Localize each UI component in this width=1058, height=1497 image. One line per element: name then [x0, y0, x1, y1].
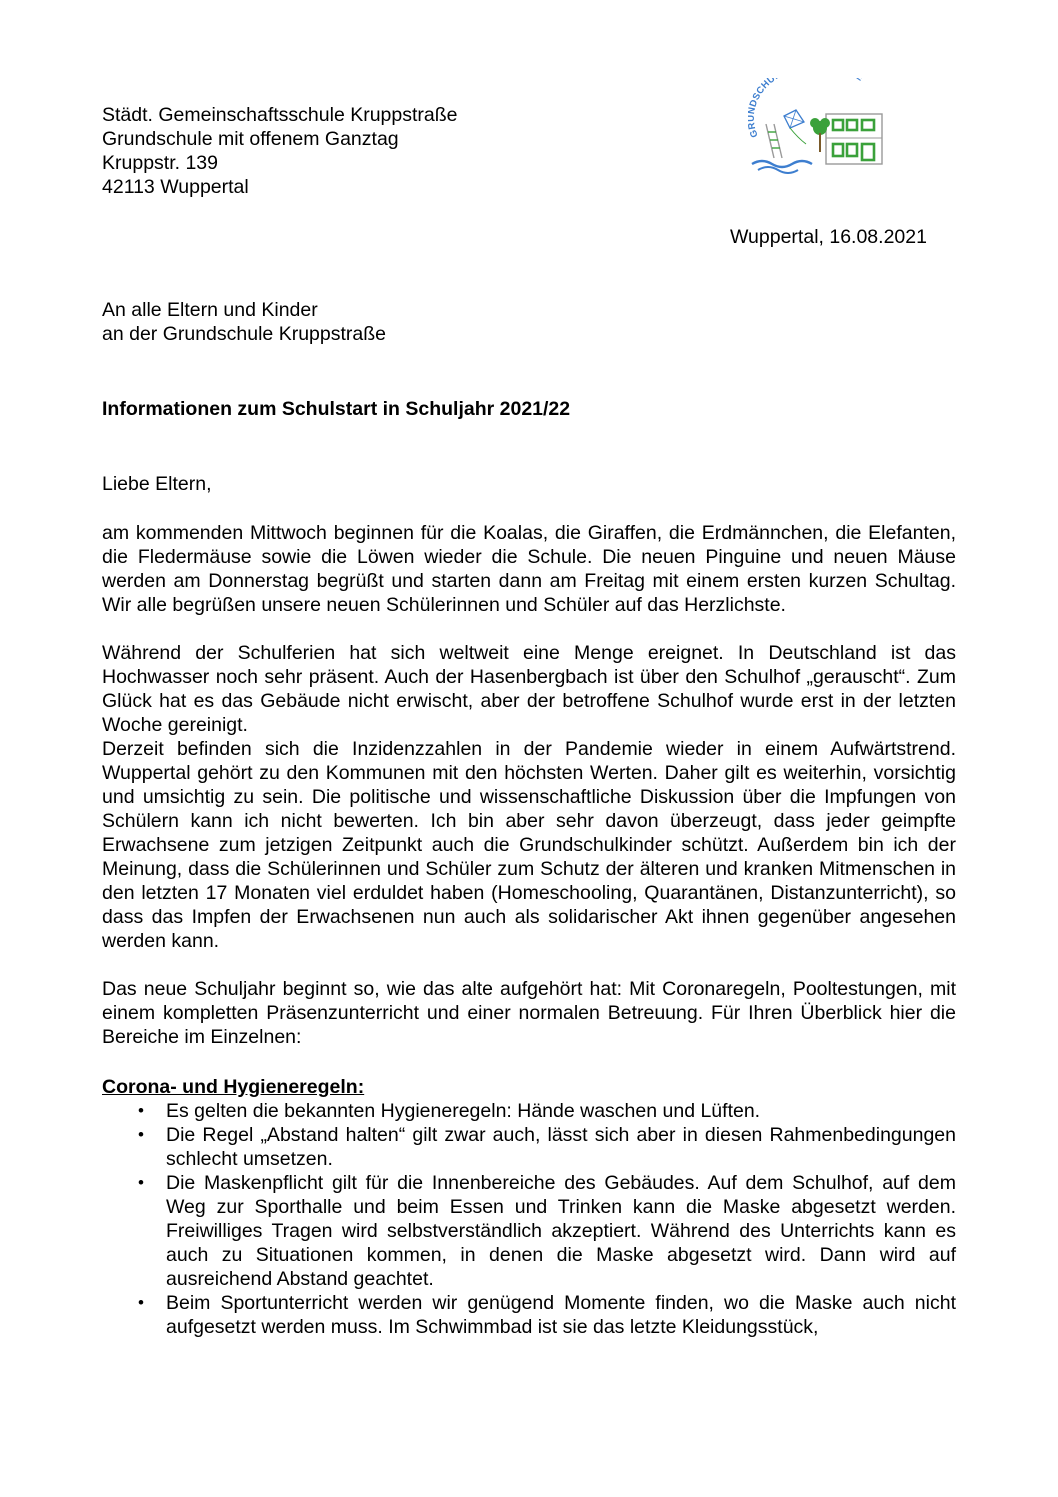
list-item [102, 1123, 956, 1171]
school-building-logo-icon [748, 78, 888, 174]
list-item [102, 1099, 956, 1123]
bullet-icon: • [138, 1293, 144, 1312]
recipient-line: An alle Eltern und Kinder [102, 299, 318, 321]
list-item-text: Die Regel „Abstand halten“ gilt zwar auch, lässt sich aber in diesen Rahmenbedingungen schlecht umsetzen. [166, 1124, 956, 1170]
sender-line: 42113 Wuppertal [102, 176, 249, 198]
sender-line: Städt. Gemeinschaftsschule Kruppstraße [102, 104, 458, 126]
sender-line: Grundschule mit offenem Ganztag [102, 128, 399, 150]
letter-date: Wuppertal, 16.08.2021 [730, 226, 927, 248]
bullet-icon: • [138, 1101, 144, 1120]
logo-arc-text: G DSCHU [748, 78, 778, 139]
list-item [102, 1291, 956, 1339]
sender-address [102, 103, 622, 199]
recipient-address [102, 298, 386, 346]
letter-subject: Informationen zum Schulstart in Schuljahr 2021/22 [102, 398, 571, 420]
list-item [102, 1171, 956, 1291]
bullet-icon: • [138, 1173, 144, 1192]
section-heading: Corona- und Hygieneregeln: [102, 1076, 365, 1098]
sender-line: Kruppstr. 139 [102, 152, 218, 174]
paragraph: Während der Schulferien hat sich weltweit eine Menge ereignet. In Deutschland ist das Hochwasser noch sehr präsent. Auch der Hasenbergbach ist über den Schulhof „gerauscht“. Zum Glück hat es das Gebäude nicht erwischt, aber der betroffene Schulhof wurde erst in der letzten Woche gereinigt. [102, 642, 956, 736]
paragraph: Derzeit befinden sich die Inzidenzzahlen in der Pandemie wieder in einem Aufwärtstrend. Wuppertal gehört zu den Kommunen mit den höchsten Werten. Daher gilt es weiterhin, vorsichtig und umsichtig zu sein. Die politische und wissenschaftliche Diskussion über die Impfungen von Schülern kann ich nicht bewerten. Ich bin aber sehr davon überzeugt, dass jeder geimpfte Erwachsene zum jetzigen Zeitpunkt auch die Grundschulkinder schützt. Außerdem bin ich der Meinung, dass die Schülerinnen und Schüler zum Schutz der älteren und kranken Mitmenschen in den letzten 17 Monaten viel erduldet haben (Homeschooling, Quarantänen, Distanzunterricht), so dass das Impfen der Erwachsenen nun auch als solidarischer Akt ihnen gegenüber angesehen werden kann. [102, 738, 956, 952]
paragraph: am kommenden Mittwoch beginnen für die Koalas, die Giraffen, die Erdmännchen, die Elefanten, die Fledermäuse sowie die Löwen wieder die Schule. Die neuen Pinguine und neuen Mäuse werden am Donnerstag begrüßt und starten dann am Freitag mit einem ersten kurzen Schultag. Wir alle begrüßen unsere neuen Schülerinnen und Schüler auf das Herzlichste. [102, 522, 956, 616]
school-logo [748, 78, 888, 174]
letter-body [102, 521, 956, 1339]
list-item-text: Es gelten die bekannten Hygieneregeln: Hände waschen und Lüften. [166, 1100, 761, 1122]
letter-salutation: Liebe Eltern, [102, 473, 212, 495]
bullet-icon: • [138, 1125, 144, 1144]
list-item-text: Die Maskenpflicht gilt für die Innenbereiche des Gebäudes. Auf dem Schulhof, auf dem Weg zur Sporthalle und beim Essen und Trinken kann die Maske abgesetzt werden. Freiwilliges Tragen wird selbstverständlich akzeptiert. Während des Unterrichts kann es auch zu Situationen kommen, in denen die Maske abgesetzt wird. Dann wird auf ausreichend Abstand geachtet. [166, 1172, 956, 1290]
rules-list [102, 1099, 956, 1339]
paragraph: Das neue Schuljahr beginnt so, wie das alte aufgehört hat: Mit Coronaregeln, Pooltestungen, mit einem kompletten Präsenzunterricht und einer normalen Betreuung. Für Ihren Überblick hier die Bereiche im Einzelnen: [102, 978, 956, 1048]
recipient-line: an der Grundschule Kruppstraße [102, 323, 386, 345]
list-item-text: Beim Sportunterricht werden wir genügend Momente finden, wo die Maske auch nicht aufgesetzt werden muss. Im Schwimmbad ist sie das letzte Kleidungsstück, [166, 1292, 956, 1338]
